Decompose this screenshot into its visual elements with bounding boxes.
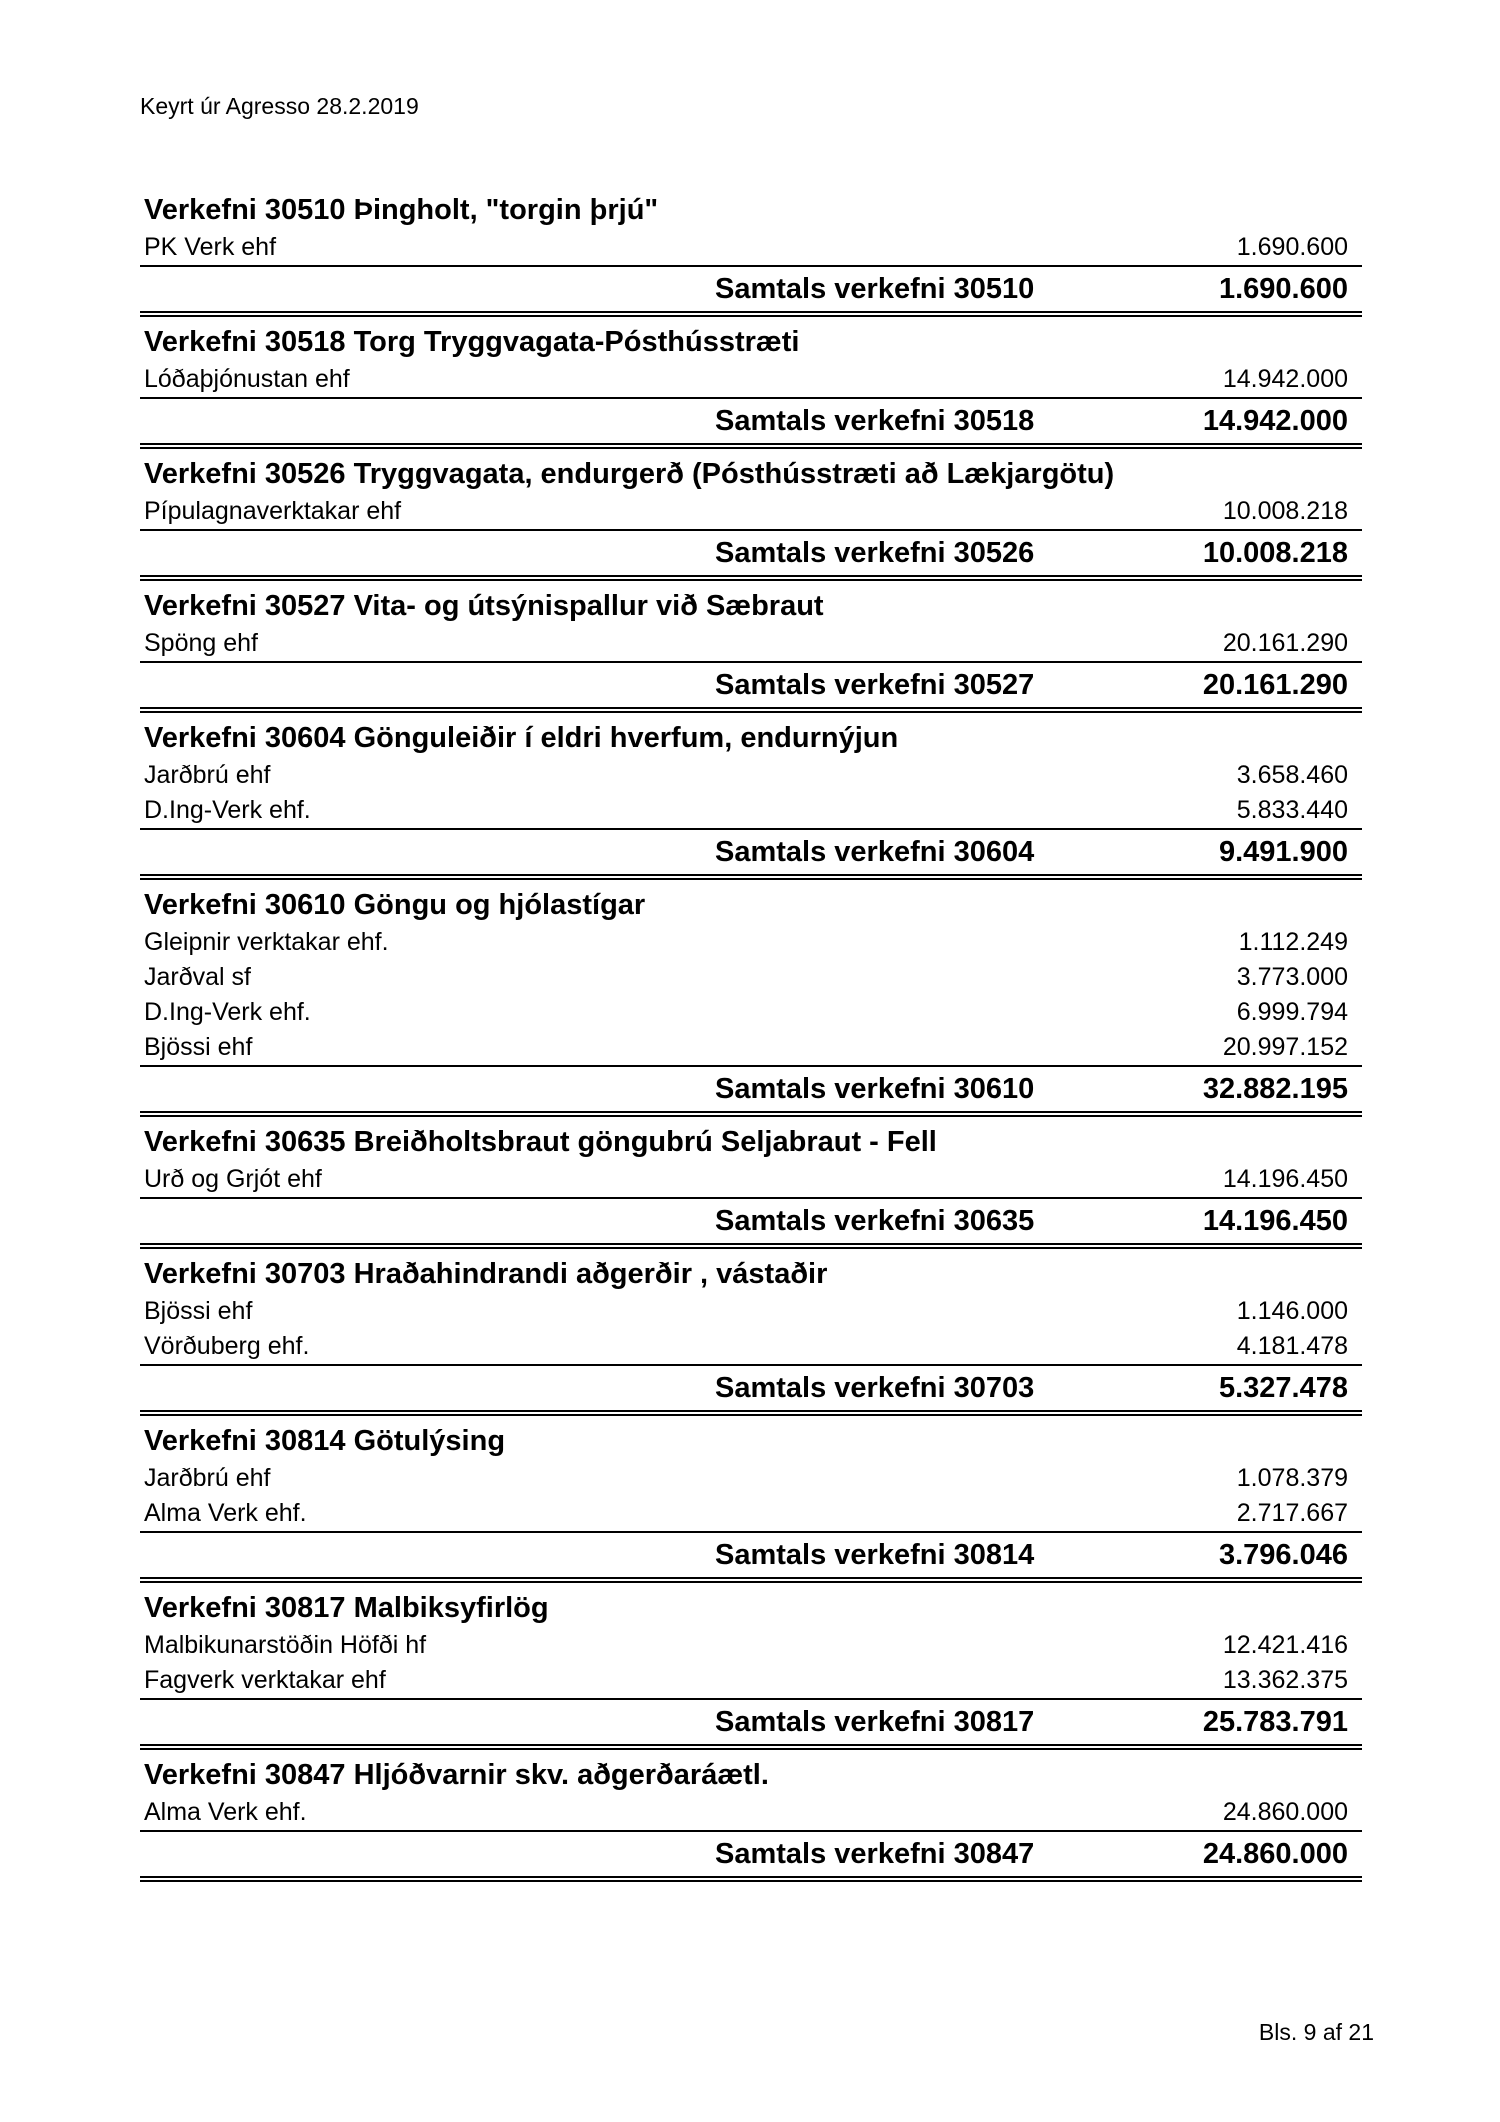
total-row [140,1832,1362,1882]
project-section [140,1124,1362,1249]
total-row [140,1366,1362,1416]
project-title: Verkefni 30817 Malbiksyfirlög [144,1592,549,1624]
vendor-row [140,626,1362,663]
vendor-name: Jarðval sf [144,963,251,991]
project-sections [140,192,1362,1889]
total-label: Samtals verkefni 30814 [715,1539,1035,1571]
total-label: Samtals verkefni 30703 [715,1372,1035,1404]
total-label: Samtals verkefni 30817 [715,1706,1035,1738]
total-amount: 14.196.450 [1202,1205,1348,1237]
total-row [140,1700,1362,1750]
project-title: Verkefni 30703 Hraðahindrandi aðgerðir , vástaðir [144,1258,828,1290]
vendor-amount: 1.146.000 [1236,1297,1348,1325]
vendor-row [140,758,1362,793]
project-section [140,456,1362,581]
project-title: Verkefni 30510 Þingholt, "torgin þrjú" [144,194,659,226]
vendor-amount: 1.112.249 [1238,928,1348,956]
vendor-amount: 24.860.000 [1222,1798,1348,1826]
total-amount: 24.860.000 [1202,1838,1348,1870]
total-amount: 5.327.478 [1218,1372,1348,1404]
vendor-amount: 1.690.600 [1236,233,1348,261]
vendor-row [140,1663,1362,1700]
vendor-row [140,960,1362,995]
vendor-amount: 5.833.440 [1236,796,1348,824]
vendor-name: Fagverk verktakar ehf [144,1666,386,1694]
vendor-row [140,1294,1362,1329]
vendor-name: Lóðaþjónustan ehf [144,365,350,393]
total-row [140,1533,1362,1583]
vendor-row [140,793,1362,830]
vendor-amount: 20.997.152 [1222,1033,1348,1061]
project-section [140,1256,1362,1416]
project-title: Verkefni 30526 Tryggvagata, endurgerð (Pósthússtræti að Lækjargötu) [144,458,1115,490]
total-amount: 9.491.900 [1218,836,1348,868]
vendor-row [140,230,1362,267]
vendor-amount: 3.658.460 [1236,761,1348,789]
vendor-name: Spöng ehf [144,629,258,657]
total-row [140,1067,1362,1117]
project-title: Verkefni 30635 Breiðholtsbraut göngubrú Seljabraut - Fell [144,1126,937,1158]
total-row [140,267,1362,317]
vendor-name: Gleipnir verktakar ehf. [144,928,389,956]
vendor-name: Bjössi ehf [144,1297,253,1325]
vendor-name: Bjössi ehf [144,1033,253,1061]
vendor-row [140,1461,1362,1496]
total-row [140,399,1362,449]
project-title: Verkefni 30814 Götulýsing [144,1425,506,1457]
total-amount: 3.796.046 [1218,1539,1348,1571]
vendor-name: D.Ing-Verk ehf. [144,998,311,1026]
vendor-amount: 2.717.667 [1236,1499,1348,1527]
vendor-amount: 14.942.000 [1222,365,1348,393]
project-section [140,192,1362,317]
vendor-row [140,995,1362,1030]
total-row [140,663,1362,713]
total-label: Samtals verkefni 30610 [715,1073,1035,1105]
vendor-amount: 13.362.375 [1222,1666,1348,1694]
vendor-amount: 1.078.379 [1236,1464,1348,1492]
total-amount: 32.882.195 [1202,1073,1348,1105]
vendor-name: Jarðbrú ehf [144,761,271,789]
project-section [140,588,1362,713]
project-section [140,720,1362,880]
vendor-name: Alma Verk ehf. [144,1798,307,1826]
project-title: Verkefni 30527 Vita- og útsýnispallur við Sæbraut [144,590,824,622]
total-row [140,830,1362,880]
total-label: Samtals verkefni 30604 [715,836,1035,868]
total-amount: 1.690.600 [1218,273,1348,305]
total-label: Samtals verkefni 30510 [715,273,1035,305]
total-amount: 10.008.218 [1202,537,1348,569]
vendor-amount: 4.181.478 [1236,1332,1348,1360]
total-label: Samtals verkefni 30518 [715,405,1035,437]
vendor-amount: 12.421.416 [1222,1631,1348,1659]
total-amount: 20.161.290 [1202,669,1348,701]
vendor-name: Urð og Grjót ehf [144,1165,322,1193]
vendor-row [140,1795,1362,1832]
total-label: Samtals verkefni 30847 [715,1838,1035,1870]
report-source-note: Keyrt úr Agresso 28.2.2019 [140,93,419,119]
project-title: Verkefni 30847 Hljóðvarnir skv. aðgerðaráætl. [144,1759,769,1791]
vendor-row [140,925,1362,960]
vendor-amount: 14.196.450 [1222,1165,1348,1193]
vendor-row [140,362,1362,399]
total-amount: 14.942.000 [1202,405,1348,437]
total-label: Samtals verkefni 30526 [715,537,1035,569]
vendor-amount: 20.161.290 [1222,629,1348,657]
vendor-name: Vörðuberg ehf. [144,1332,310,1360]
vendor-row [140,1162,1362,1199]
vendor-name: Jarðbrú ehf [144,1464,271,1492]
project-section [140,324,1362,449]
vendor-name: D.Ing-Verk ehf. [144,796,311,824]
vendor-name: Alma Verk ehf. [144,1499,307,1527]
vendor-amount: 10.008.218 [1222,497,1348,525]
vendor-row [140,494,1362,531]
vendor-name: Malbikunarstöðin Höfði hf [144,1631,427,1659]
project-title: Verkefni 30604 Gönguleiðir í eldri hverfum, endurnýjun [144,722,899,754]
total-label: Samtals verkefni 30635 [715,1205,1035,1237]
project-section [140,1757,1362,1882]
project-title: Verkefni 30610 Göngu og hjólastígar [144,889,646,921]
total-row [140,1199,1362,1249]
project-section [140,1590,1362,1750]
vendor-name: Pípulagnaverktakar ehf [144,497,402,525]
total-row [140,531,1362,581]
vendor-amount: 6.999.794 [1236,998,1348,1026]
project-section [140,887,1362,1117]
vendor-row [140,1496,1362,1533]
total-label: Samtals verkefni 30527 [715,669,1035,701]
vendor-row [140,1329,1362,1366]
vendor-name: PK Verk ehf [144,233,277,261]
project-title: Verkefni 30518 Torg Tryggvagata-Pósthússtræti [144,326,800,358]
vendor-row [140,1628,1362,1663]
page-number: Bls. 9 af 21 [1258,2019,1374,2045]
total-amount: 25.783.791 [1202,1706,1348,1738]
project-section [140,1423,1362,1583]
vendor-row [140,1030,1362,1067]
vendor-amount: 3.773.000 [1236,963,1348,991]
